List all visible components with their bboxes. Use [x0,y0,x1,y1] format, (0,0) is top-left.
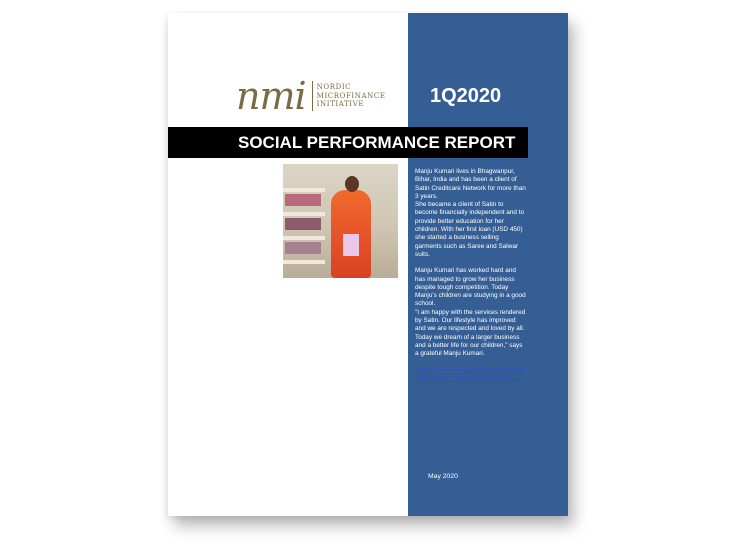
garment-bag [343,234,359,256]
garment-stack [285,242,321,254]
logo-word-microfinance: MICROFINANCE [316,91,386,100]
logo-word-initiative: INITIATIVE [316,100,365,109]
client-head [345,176,359,192]
source-link[interactable]: https://satincreditcare.com/success-stories/#1532571-8682a-90fc4d45-5cb6 [415,366,526,382]
logo-word-nordic: NORDIC [316,83,352,92]
shelf [283,212,325,216]
client-photo [283,164,398,278]
story-paragraph: Manju Kumari has worked hard and has managed to grow her business despite tough competition. Today Manju's children are studying in a good school. [415,267,526,308]
shelf [283,188,325,192]
logo-divider [312,81,313,111]
report-quarter: 1Q2020 [430,85,502,107]
story-text [415,168,527,383]
paragraph-gap [415,259,527,267]
shelf [283,260,325,264]
garment-stack [285,194,321,206]
report-date: May 2020 [428,473,458,480]
story-quote: "I am happy with the services rendered by Satin. Our lifestyle has improved and we are respected and loved by all. Today we dream of a larger business and a better life for our children," says a grateful Manju Kumari. [415,308,526,358]
story-paragraph: Manju Kumari lives in Bhagwanpur, Bihar, India and has been a client of Satin Creditcare Network for more than 3 years. [415,168,526,200]
shelf [283,236,325,240]
nmi-logo [236,74,386,118]
report-cover [168,13,568,516]
report-title: SOCIAL PERFORMANCE REPORT [238,133,516,152]
story-paragraph: She became a client of Satin to become financially independent and to provide better education for her children. With her first loan (USD 450) she started a business selling garments such as Saree and Salwar suits. [415,201,525,258]
garment-stack [285,218,321,230]
logo-mark: nmi [236,74,306,118]
logo-wordmark [317,83,386,109]
